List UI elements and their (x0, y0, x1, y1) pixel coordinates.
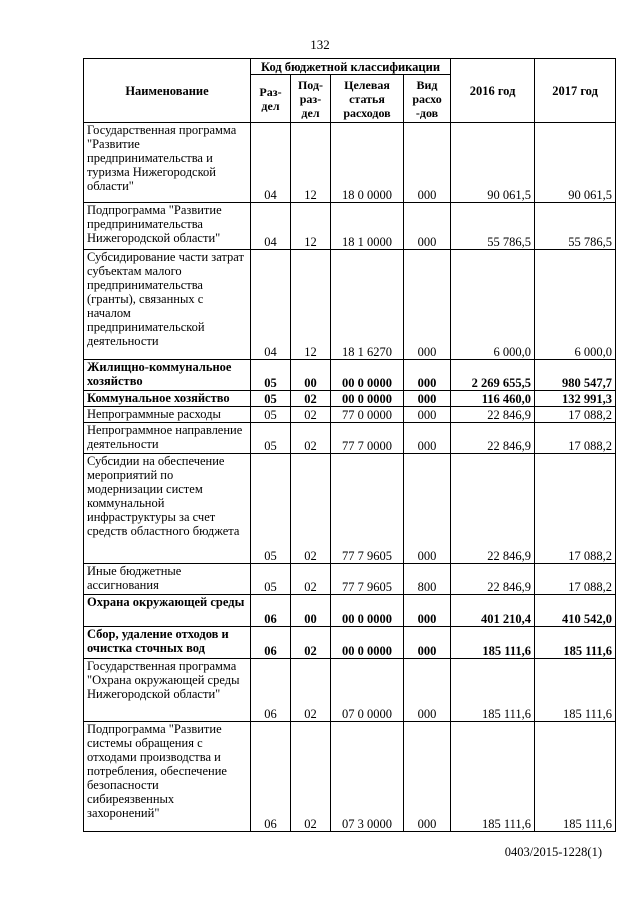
row-name: Жилищно-коммунальное хозяйство (84, 360, 251, 391)
row-value-2016: 185 111,6 (451, 659, 535, 722)
col-header-2016: 2016 год (451, 59, 535, 123)
row-value-2017: 185 111,6 (535, 659, 616, 722)
row-section: 05 (251, 360, 291, 391)
row-value-2017: 17 088,2 (535, 454, 616, 564)
row-target: 00 0 0000 (331, 360, 404, 391)
row-section: 06 (251, 659, 291, 722)
row-section: 05 (251, 564, 291, 595)
col-header-section: Раз-дел (251, 75, 291, 123)
row-value-2016: 185 111,6 (451, 627, 535, 659)
row-name: Непрограммное направление деятельности (84, 423, 251, 454)
row-value-2017: 132 991,3 (535, 391, 616, 407)
row-type: 000 (404, 595, 451, 627)
row-section: 06 (251, 627, 291, 659)
row-section: 04 (251, 123, 291, 203)
row-name: Государственная программа "Охрана окружающей среды Нижегородской области" (84, 659, 251, 722)
table-row (84, 360, 616, 391)
row-subsection: 02 (291, 454, 331, 564)
row-value-2016: 116 460,0 (451, 391, 535, 407)
row-type: 000 (404, 123, 451, 203)
row-value-2017: 185 111,6 (535, 722, 616, 832)
row-target: 00 0 0000 (331, 595, 404, 627)
row-type: 000 (404, 659, 451, 722)
row-value-2017: 6 000,0 (535, 250, 616, 360)
row-section: 04 (251, 250, 291, 360)
row-name: Сбор, удаление отходов и очистка сточных вод (84, 627, 251, 659)
col-header-code-group: Код бюджетной классификации (251, 59, 451, 75)
row-target: 18 1 6270 (331, 250, 404, 360)
row-type: 000 (404, 454, 451, 564)
row-target: 00 0 0000 (331, 391, 404, 407)
row-target: 00 0 0000 (331, 627, 404, 659)
row-section: 06 (251, 595, 291, 627)
row-section: 05 (251, 454, 291, 564)
row-value-2016: 22 846,9 (451, 564, 535, 595)
row-type: 000 (404, 203, 451, 250)
table-row (84, 659, 616, 722)
row-subsection: 12 (291, 203, 331, 250)
table-row (84, 203, 616, 250)
row-value-2016: 2 269 655,5 (451, 360, 535, 391)
row-target: 07 0 0000 (331, 659, 404, 722)
col-header-name: Наименование (84, 59, 251, 123)
row-name: Подпрограмма "Развитие системы обращения с отходами производства и потребления, обеспечение безопасности сибиреязвенных захоронений" (84, 722, 251, 832)
row-value-2016: 90 061,5 (451, 123, 535, 203)
table-body (84, 123, 616, 832)
row-subsection: 02 (291, 722, 331, 832)
row-value-2017: 17 088,2 (535, 407, 616, 423)
table-row (84, 423, 616, 454)
table-row (84, 407, 616, 423)
row-name: Подпрограмма "Развитие предпринимательства Нижегородской области" (84, 203, 251, 250)
row-subsection: 02 (291, 407, 331, 423)
row-name: Субсидирование части затрат субъектам малого предпринимательства (гранты), связанных с началом предпринимательской деятельности (84, 250, 251, 360)
row-name: Непрограммные расходы (84, 407, 251, 423)
row-type: 000 (404, 250, 451, 360)
col-header-type: Вид расхо -дов (404, 75, 451, 123)
row-target: 77 7 9605 (331, 454, 404, 564)
row-section: 04 (251, 203, 291, 250)
row-name: Субсидии на обеспечение мероприятий по модернизации систем коммунальной инфраструктуры за счет средств областного бюджета (84, 454, 251, 564)
row-type: 000 (404, 627, 451, 659)
row-type: 800 (404, 564, 451, 595)
row-subsection: 00 (291, 595, 331, 627)
row-section: 05 (251, 391, 291, 407)
row-section: 05 (251, 423, 291, 454)
row-name: Охрана окружающей среды (84, 595, 251, 627)
row-type: 000 (404, 407, 451, 423)
row-subsection: 12 (291, 123, 331, 203)
row-target: 77 7 0000 (331, 423, 404, 454)
row-subsection: 02 (291, 627, 331, 659)
table-row (84, 123, 616, 203)
row-value-2016: 22 846,9 (451, 407, 535, 423)
row-section: 05 (251, 407, 291, 423)
table-row (84, 454, 616, 564)
row-target: 18 0 0000 (331, 123, 404, 203)
budget-table (83, 58, 616, 832)
row-value-2016: 185 111,6 (451, 722, 535, 832)
row-subsection: 02 (291, 564, 331, 595)
row-subsection: 00 (291, 360, 331, 391)
row-value-2016: 22 846,9 (451, 423, 535, 454)
row-value-2017: 90 061,5 (535, 123, 616, 203)
row-value-2016: 401 210,4 (451, 595, 535, 627)
row-type: 000 (404, 722, 451, 832)
row-type: 000 (404, 360, 451, 391)
row-name: Иные бюджетные ассигнования (84, 564, 251, 595)
table-row (84, 627, 616, 659)
row-value-2016: 6 000,0 (451, 250, 535, 360)
table-row (84, 391, 616, 407)
col-header-subsection: Под-раз-дел (291, 75, 331, 123)
row-type: 000 (404, 391, 451, 407)
row-name: Государственная программа "Развитие предпринимательства и туризма Нижегородской области" (84, 123, 251, 203)
row-subsection: 02 (291, 391, 331, 407)
row-value-2016: 55 786,5 (451, 203, 535, 250)
row-target: 77 7 9605 (331, 564, 404, 595)
row-value-2017: 980 547,7 (535, 360, 616, 391)
row-value-2017: 410 542,0 (535, 595, 616, 627)
row-value-2017: 55 786,5 (535, 203, 616, 250)
page-number: 132 (310, 37, 330, 52)
row-target: 77 0 0000 (331, 407, 404, 423)
row-section: 06 (251, 722, 291, 832)
row-target: 07 3 0000 (331, 722, 404, 832)
col-header-target: Целевая статья расходов (331, 75, 404, 123)
row-value-2017: 17 088,2 (535, 564, 616, 595)
table-row (84, 595, 616, 627)
row-target: 18 1 0000 (331, 203, 404, 250)
row-subsection: 12 (291, 250, 331, 360)
row-subsection: 02 (291, 659, 331, 722)
row-type: 000 (404, 423, 451, 454)
table-row (84, 250, 616, 360)
table-row (84, 564, 616, 595)
row-subsection: 02 (291, 423, 331, 454)
row-value-2016: 22 846,9 (451, 454, 535, 564)
row-value-2017: 17 088,2 (535, 423, 616, 454)
row-value-2017: 185 111,6 (535, 627, 616, 659)
table-row (84, 722, 616, 832)
col-header-2017: 2017 год (535, 59, 616, 123)
document-code: 0403/2015-1228(1) (504, 845, 602, 859)
row-name: Коммунальное хозяйство (84, 391, 251, 407)
